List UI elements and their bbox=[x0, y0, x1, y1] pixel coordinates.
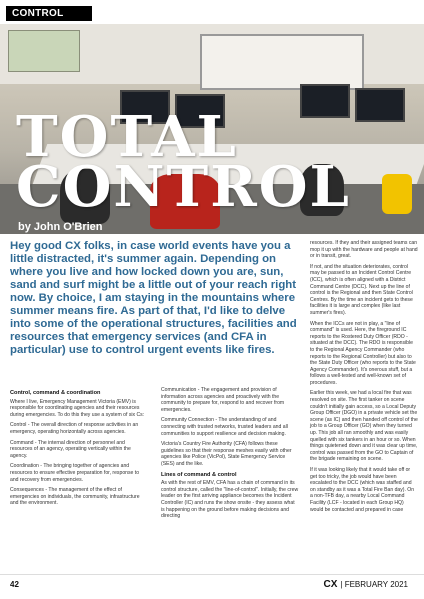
paragraph: Community Connection - The understanding of and connecting with trusted networks, trusted leaders and all communities to support resilience and decision making. bbox=[161, 417, 288, 437]
paragraph: If not, and the situation deteriorates, control may be passed to an Incident Control Centre (ICC), which is often aligned with a District Command Centre (DCC). Next up the line of control is the Regional and then State Control Centres. By the time an incident gets to these facilities it is large and complex (like last summer's fires). bbox=[310, 263, 413, 316]
headline-line-2: CONTROL bbox=[16, 154, 351, 220]
section-tag: CONTROL bbox=[6, 6, 92, 21]
paragraph: resources. If they and their assigned teams can mop it up with the hardware and people at hand or in transit, great. bbox=[310, 240, 418, 260]
brand-logo: CX bbox=[323, 579, 338, 590]
paragraph: As with the rest of EMV, CFA has a chain of command in its control structure, called the "line-of-control". Initially, the crew leader on the first arriving appliance becomes the Incident Controller (IC) and runs the show onsite - they assess what is happening on the ground before making decisions and directing bbox=[161, 480, 299, 520]
section-heading: Lines of command & control bbox=[161, 471, 237, 478]
column-2 bbox=[161, 387, 299, 524]
byline: by John O'Brien bbox=[18, 221, 103, 233]
page-footer bbox=[0, 576, 424, 596]
intro-paragraph: Hey good CX folks, in case world events have you a little distracted, it's summer again. Depending on where you live and how locked down you are, sun, sand and surf might be a little out of your reach right now. By choice, I am staying in the mountains where summer means fire. As part of that, I'd like to delve into some of the operational structures, facilities and resources that emergency services (and CFA in particular) use to control urgent events like fires. bbox=[10, 240, 297, 356]
paragraph: Consequences - The management of the effect of emergencies on individuals, the community, infrastructure and the environment. bbox=[10, 487, 140, 507]
wall-map bbox=[8, 30, 80, 72]
footer-rule bbox=[0, 574, 424, 575]
headline bbox=[16, 104, 351, 220]
paragraph: Victoria's Country Fire Authority (CFA) follows these guidelines so that their response meshes easily with other agencies like Police (VicPol), State Emergency Service (SES) and the like. bbox=[161, 441, 292, 467]
paragraph: Control - The overall direction of response activities in an emergency, operating horizontally across agencies. bbox=[10, 422, 139, 435]
paragraph: Earlier this week, we had a local fire that was resolved on site. The first tanker on scene couldn't initially gain access, so a Local Deputy Group Officer (DGO) in a private vehicle set the scene (as IC) and then handed off control of the job to a Group Officer (GO) when they turned up. This job all ran smoothly and was easily quelled with six tankers in an hour or so. When things quietened down and it was clear up time, control was passed from the GO to Captain of the brigade remaining on scene. bbox=[310, 390, 418, 463]
paragraph: Where I live, Emergency Management Victoria (EMV) is responsible for coordinating agencies and their resources during emergencies. To do this they use a system of six Cs: bbox=[10, 398, 145, 418]
paragraph: Command - The internal direction of personnel and resources of an agency, operating vertically within the agency. bbox=[10, 439, 131, 459]
paragraph: When the ICCs are not in play, a "line of command" is used. Here, the fireground IC reports to the Rostered Duty Officer (RDO - situated at the DCC). The RDO is responsible to the Regional Agency Commander (who reports to the Regional Controller) but also to the State Duty Officer (who reports to the State Agency Commander). It's onerous stuff, but a follows a well-tested and well-known set of procedures. bbox=[310, 320, 416, 386]
whiteboard bbox=[200, 34, 364, 90]
page-number: 42 bbox=[10, 580, 19, 589]
paragraph: Coordination - The bringing together of agencies and resources to ensure effective preparation for, response to and recovery from emergencies. bbox=[10, 463, 140, 483]
paragraph: If it was looking likely that it would take off or get too tricky, the job would have been escalated to the DCC (which was staffed and on standby as it was a Total Fire Ban day). On a non-TFB day, a nearby Local Command Facility (LCF - located in each Group HQ) would be contacted and prepared in case bbox=[310, 467, 415, 513]
headline-line-1: TOTAL bbox=[16, 104, 238, 170]
column-1 bbox=[10, 387, 148, 511]
issue-date: | FEBRUARY 2021 bbox=[340, 580, 408, 589]
yellow-object bbox=[382, 174, 412, 214]
section-heading: Control, command & coordination bbox=[10, 390, 101, 396]
column-3 bbox=[310, 240, 418, 517]
issue-label bbox=[324, 579, 409, 590]
paragraph: Communication - The engagement and provision of information across agencies and proactively with the community to prepare for, respond to and recover from emergencies. bbox=[161, 387, 285, 413]
